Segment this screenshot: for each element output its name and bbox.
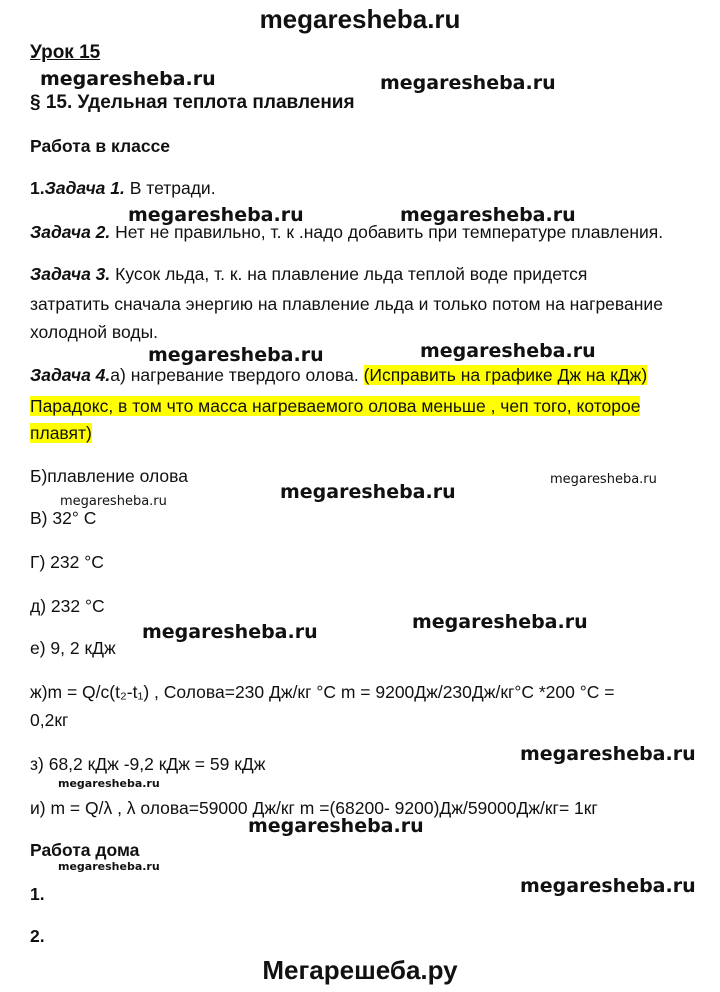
watermark: megaresheba.ru [40, 68, 216, 90]
task-4-answer-a: а) нагревание твердого олова. [110, 365, 364, 385]
watermark: megaresheba.ru [420, 340, 596, 362]
watermark: megaresheba.ru [142, 621, 318, 643]
watermark: megaresheba.ru [58, 860, 160, 873]
task-3-line-1 [30, 264, 587, 285]
watermark: megaresheba.ru [380, 72, 556, 94]
watermark: megaresheba.ru [400, 204, 576, 226]
task-3-line-2: затратить сначала энергию на плавление льда и только потом на нагревание [30, 294, 663, 314]
lesson-title: Урок 15 [30, 42, 101, 63]
task-4-highlight-note: (Исправить на графике Дж на кДж) [363, 365, 648, 385]
task-1-text: В тетради. [124, 178, 216, 198]
answer-z: з) 68,2 кДж -9,2 кДж = 59 кДж [30, 754, 266, 774]
answer-d: д) 232 °С [30, 596, 105, 616]
task-4-line-1 [30, 365, 647, 386]
watermark: megaresheba.ru [128, 204, 304, 226]
task-4-label: Задача 4. [30, 365, 111, 385]
watermark: megaresheba.ru [550, 472, 657, 487]
class-work-heading: Работа в классе [30, 136, 171, 156]
section-title: § 15. Удельная теплота плавления [30, 92, 355, 113]
answer-g: Г) 232 °С [30, 552, 104, 572]
task-1 [30, 178, 216, 199]
watermark: megaresheba.ru [412, 611, 588, 633]
answer-b: Б)плавление олова [30, 466, 188, 486]
task-2-text: Нет не правильно, т. к .надо добавить при температуре плавления. [110, 222, 664, 242]
site-footer-title: Мегарешеба.ру [262, 955, 458, 985]
watermark: megaresheba.ru [248, 815, 424, 837]
watermark: megaresheba.ru [520, 875, 696, 897]
task-4-highlight-end: плавят) [30, 423, 92, 443]
answer-zh-line-1: ж)m = Q/c(t₂-t₁) , Солова=230 Дж/кг °С m = 9200Дж/230Дж/кг°С *200 °С = [30, 682, 615, 702]
task-3-label: Задача 3. [30, 264, 111, 284]
task-4-line-3 [30, 423, 92, 444]
answer-i: и) m = Q/λ , λ олова=59000 Дж/кг m =(68200- 9200)Дж/59000Дж/кг= 1кг [30, 798, 598, 818]
task-1-label: Задача 1. [44, 178, 125, 198]
watermark: megaresheba.ru [60, 494, 167, 509]
task-1-number: 1. [30, 178, 45, 198]
task-2 [30, 222, 663, 243]
site-header-title: megaresheba.ru [259, 4, 461, 34]
task-4-highlight-paradox: Парадокс, в том что масса нагреваемого олова меньше , чеп того, которое [30, 396, 641, 416]
watermark: megaresheba.ru [58, 777, 160, 790]
task-4-line-2 [30, 396, 640, 417]
task-3-line-3: холодной воды. [30, 322, 159, 342]
watermark: megaresheba.ru [280, 481, 456, 503]
task-2-label: Задача 2. [30, 222, 111, 242]
home-work-heading: Работа дома [30, 840, 140, 860]
answer-e: е) 9, 2 кДж [30, 638, 116, 658]
home-task-1: 1. [30, 884, 45, 904]
watermark: megaresheba.ru [148, 344, 324, 366]
answer-v: В) 32° С [30, 508, 97, 528]
home-task-2: 2. [30, 926, 45, 946]
watermark: megaresheba.ru [520, 743, 696, 765]
task-3-text: Кусок льда, т. к. на плавление льда теплой воде придется [110, 264, 588, 284]
answer-zh-line-2: 0,2кг [30, 710, 69, 730]
